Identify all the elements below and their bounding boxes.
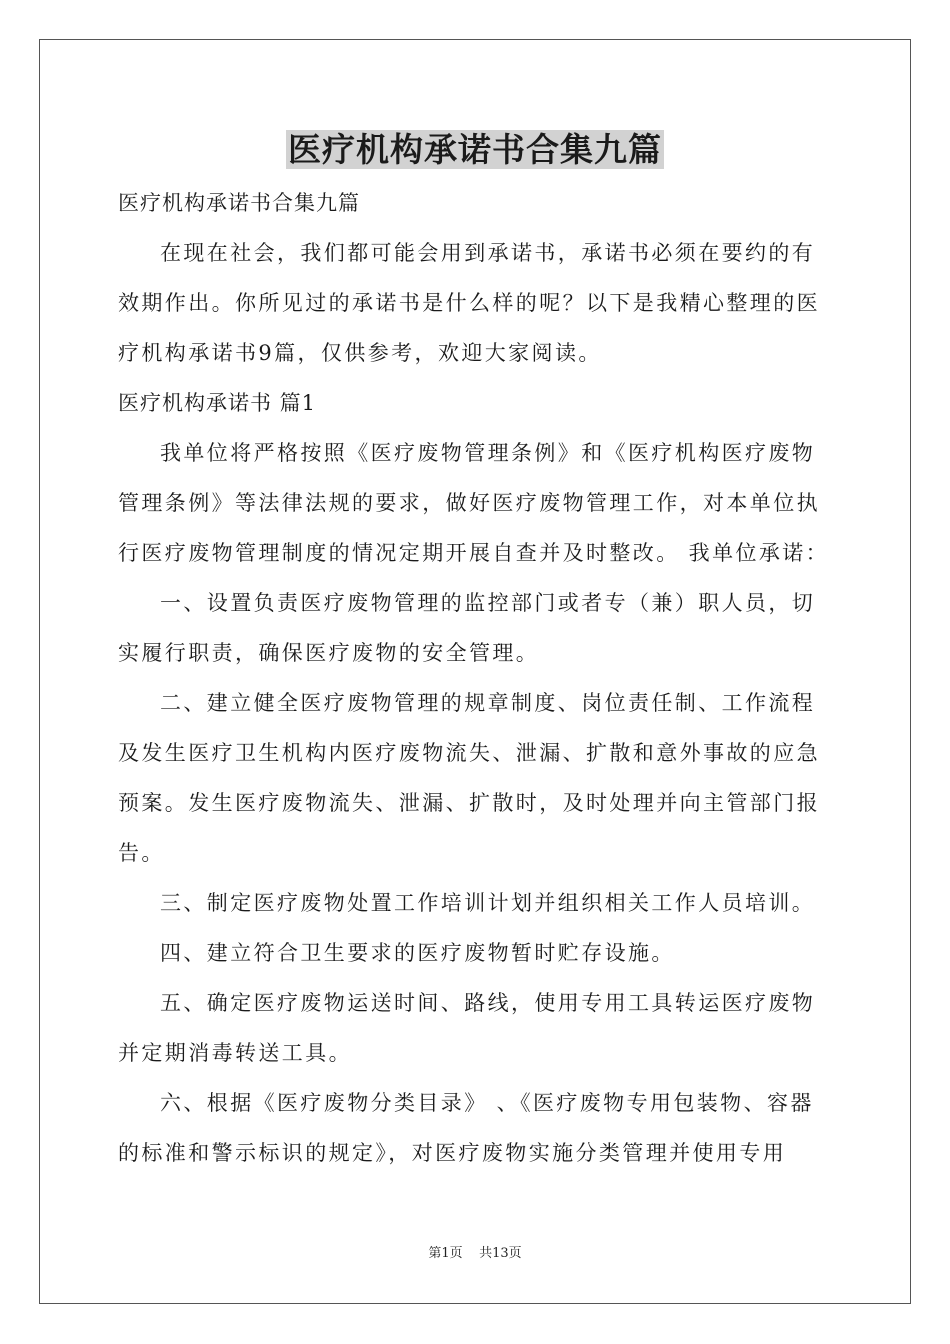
paragraph-10: 六、根据《医疗废物分类目录》 、《医疗废物专用包装物、容器的标准和警示标识的规定》，对医疗废物实施分类管理并使用专用 (118, 1091, 814, 1165)
paragraph-3: 医疗机构承诺书 篇1 (118, 391, 317, 415)
document-title-text: 医疗机构承诺书合集九篇 (288, 130, 662, 169)
paragraph-9: 五、确定医疗废物运送时间、路线，使用专用工具转运医疗废物并定期消毒转送工具。 (118, 991, 816, 1065)
document-title (0, 124, 950, 176)
page-number: 第1页 共13页 (428, 1246, 522, 1261)
paragraph-4: 我单位将严格按照《医疗废物管理条例》和《医疗机构医疗废物管理条例》等法律法规的要求，做好医疗废物管理工作，对本单位执行医疗废物管理制度的情况定期开展自查并及时整改。 我单位承诺： (118, 441, 830, 565)
paragraph-7: 三、制定医疗废物处置工作培训计划并组织相关工作人员培训。 (160, 891, 816, 915)
paragraph-1: 医疗机构承诺书合集九篇 (118, 191, 360, 215)
paragraph-2: 在现在社会，我们都可能会用到承诺书，承诺书必须在要约的有效期作出。你所见过的承诺书是什么样的呢？以下是我精心整理的医疗机构承诺书9篇，仅供参考，欢迎大家阅读。 (118, 241, 820, 365)
paragraph-6: 二、建立健全医疗废物管理的规章制度、岗位责任制、工作流程及发生医疗卫生机构内医疗废物流失、泄漏、扩散和意外事故的应急预案。发生医疗废物流失、泄漏、扩散时，及时处理并向主管部门报告。 (118, 691, 820, 865)
page-footer (0, 1244, 950, 1264)
document-body (118, 178, 834, 1178)
paragraph-5: 一、设置负责医疗废物管理的监控部门或者专（兼）职人员，切实履行职责，确保医疗废物的安全管理。 (118, 591, 816, 665)
paragraph-8: 四、建立符合卫生要求的医疗废物暂时贮存设施。 (160, 941, 675, 965)
